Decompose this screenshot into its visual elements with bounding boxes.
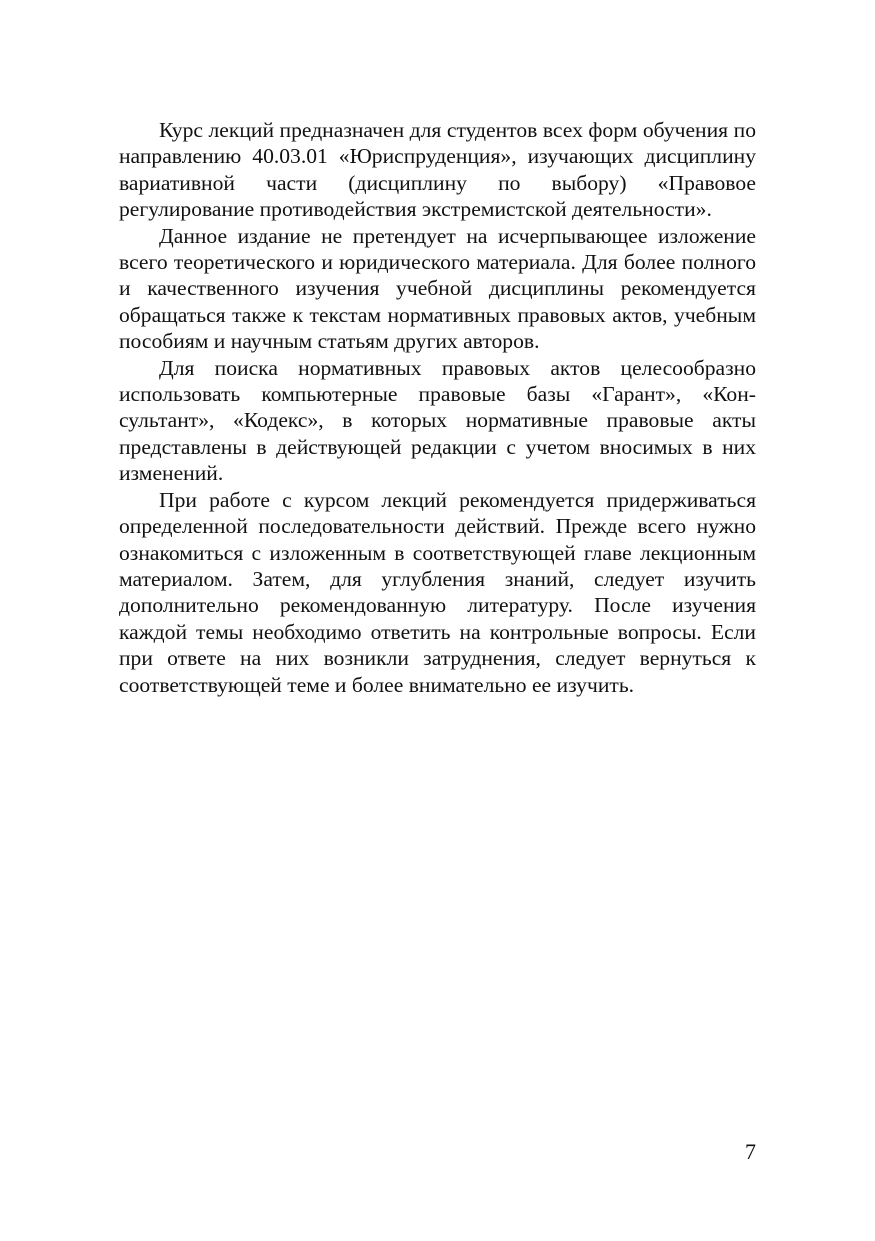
paragraph-study-method: При работе с курсом лекций рекомендуется придерживаться определенной последовательности действий. Прежде всего нужно ознакомиться с изложенным в соответствующей главе лекционным материалом. Затем, для углубления знаний, следует изучить дополнительно рекомендованную литературу. После изучения каждой темы необходимо ответить на контрольные вопросы. Если при ответе на них возникли затруднения, следует вернуться к соответствующей теме и более внимательно ее изучить. — [119, 487, 756, 697]
paragraph-scope: Данное издание не претендует на исчерпывающее изложение всего теоретического и юридического материала. Для более полного и качественного изучения учебной дисциплины рекомендуется обращаться также к текстам нормативных правовых актов, учебным пособиям и научным статьям других авторов. — [119, 223, 756, 354]
body-text — [119, 117, 756, 698]
paragraph-legal-databases: Для поиска нормативных правовых актов целесообразно использовать компьютерные правовые базы «Гарант», «Консультант», «Кодекс», в которых нормативные правовые акты представлены в действующей редакции с учетом вносимых в них изменений. — [119, 355, 756, 486]
paragraph-intro: Курс лекций предназначен для студентов всех форм обучения по направлению 40.03.01 «Юриспруденция», изучающих дисциплину вариативной части (дисциплину по выбору) «Правовое регулирование противодействия экстремистской деятельности». — [119, 118, 756, 222]
page-number: 7 — [745, 1139, 756, 1164]
